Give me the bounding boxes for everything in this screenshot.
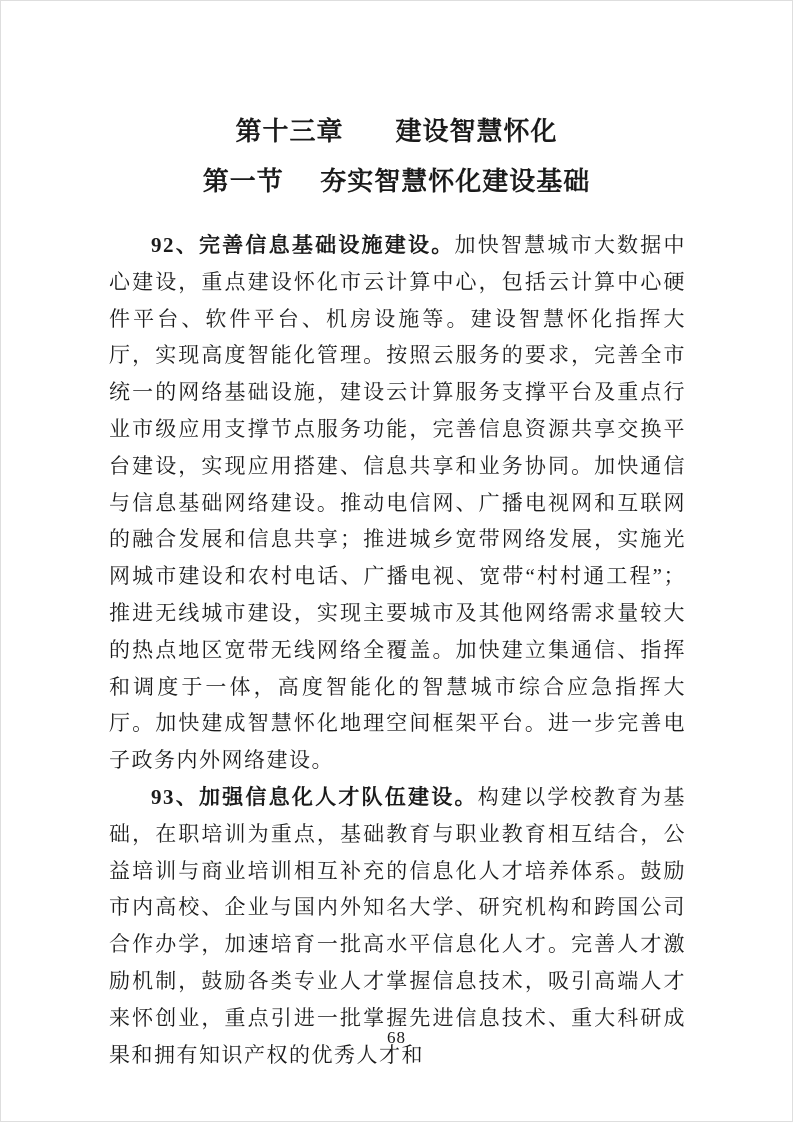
page-number: 68 [387, 1028, 406, 1047]
paragraph-92 [109, 227, 686, 779]
chapter-title: 建设智慧怀化 [395, 116, 558, 146]
paragraph-93-lead: 93、加强信息化人才队伍建设。 [151, 784, 478, 809]
section-label: 第一节 [202, 167, 284, 196]
paragraph-92-body: 加快智慧城市大数据中心建设，重点建设怀化市云计算中心，包括云计算中心硬件平台、软件平台、机房设施等。建设智慧怀化指挥大厅，实现高度智能化管理。按照云服务的要求，完善全市统一的网络基础设施，建设云计算服务支撑平台及重点行业市级应用支撑节点服务功能，完善信息资源共享交换平台建设，实现应用搭建、信息共享和业务协同。加快通信与信息基础网络建设。推动电信网、广播电视网和互联网的融合发展和信息共享；推进城乡宽带网络发展，实施光网城市建设和农村电话、广播电视、宽带“村村通工程”；推进无线城市建设，实现主要城市及其他网络需求量较大的热点地区宽带无线网络全覆盖。加快建立集通信、指挥和调度于一体，高度智能化的智慧城市综合应急指挥大厅。加快建成智慧怀化地理空间框架平台。进一步完善电子政务内外网络建设。 [109, 233, 687, 773]
section-title: 夯实智慧怀化建设基础 [320, 167, 591, 196]
chapter-heading [0, 114, 793, 148]
body-text [109, 227, 686, 1073]
chapter-label: 第十三章 [235, 116, 344, 146]
paragraph-93-body: 构建以学校教育为基础，在职培训为重点，基础教育与职业教育相互结合，公益培训与商业培训相互补充的信息化人才培养体系。鼓励市内高校、企业与国内外知名大学、研究机构和跨国公司合作办学，加速培育一批高水平信息化人才。完善人才激励机制，鼓励各类专业人才掌握信息技术，吸引高端人才来怀创业，重点引进一批掌握先进信息技术、重大科研成果和拥有知识产权的优秀人才和 [109, 784, 687, 1067]
paragraph-92-lead: 92、完善信息基础设施建设。 [151, 233, 455, 257]
section-heading [0, 165, 793, 199]
